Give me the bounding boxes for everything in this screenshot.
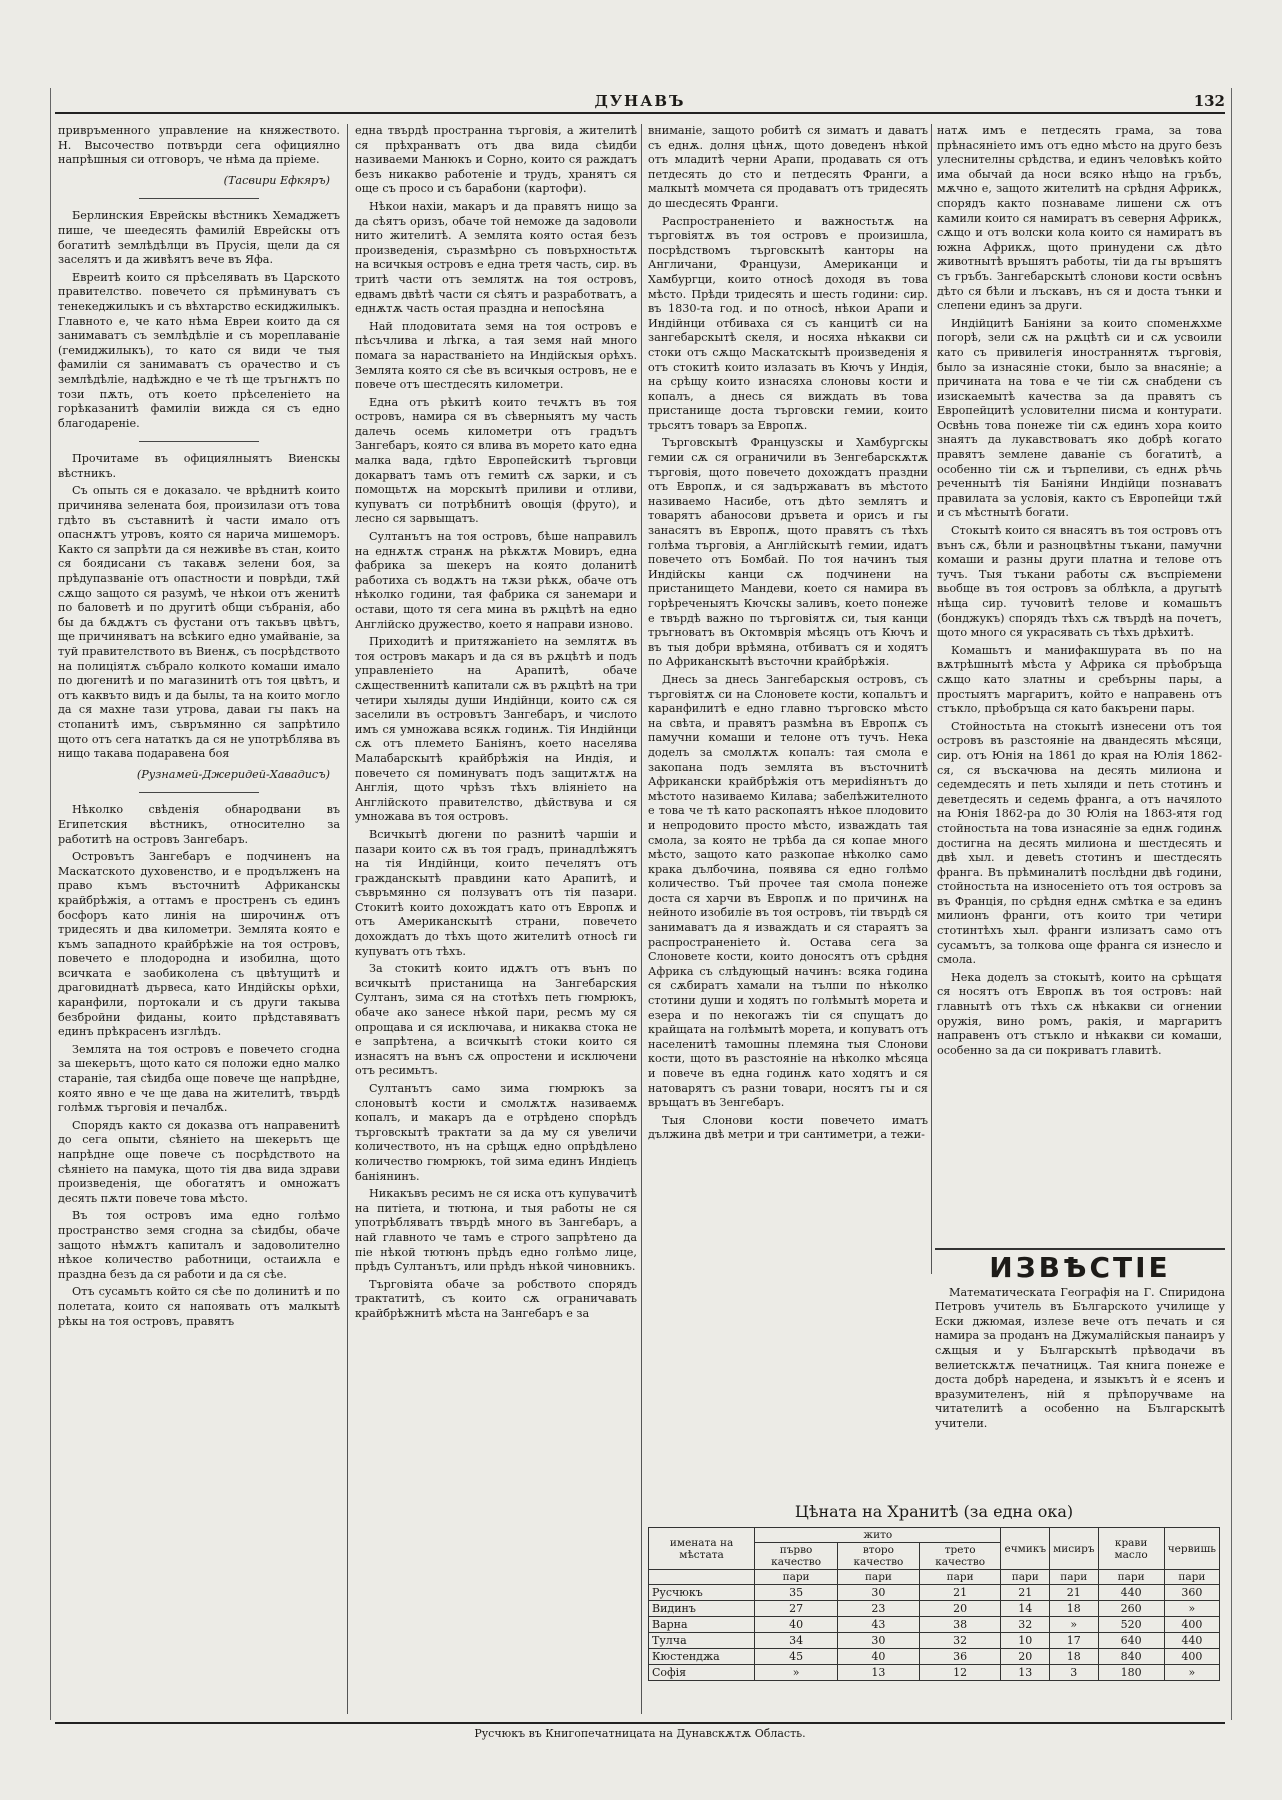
page-number: 132 <box>1193 92 1225 110</box>
cell-city: Софія <box>649 1665 755 1681</box>
header-wheat-2: второ качество <box>838 1543 920 1570</box>
paragraph: Стокытѣ които ся внасятъ въ тоя островъ отъ вънъ сѫ, бѣли и разноцвѣтны тъкани, памучни комаши и разны други платна и телове отъ тучъ. Тыя тъкани работы сѫ въспріемени вьобще въ тоя островъ за облѣкла, а другытѣ нѣща сир. тучовитѣ телове и комашьтъ (бонджукъ) спорядъ тѣхъ сѫ твърдѣ на почетъ, щото много ся украсявать съ тѣхъ дрѣхитѣ. <box>937 524 1222 640</box>
paragraph: Нѣколко свѣденія обнародвани въ Египетския вѣстникъ, относително за работитѣ на островъ Зангебаръ. <box>58 803 340 846</box>
notice-section <box>935 1251 1225 1432</box>
paragraph: Отъ сусамьтъ който ся сѣе по долинитѣ и по полетата, които ся напоявать отъ малкытѣ рѣкы на тоя островъ, правятъ <box>58 1285 340 1328</box>
cell-wine: » <box>1164 1601 1219 1617</box>
table-unit-row <box>649 1570 1220 1585</box>
paragraph: Распространеніето и важностьтѫ на търговіятѫ въ тоя островъ е произишла, посрѣдствомъ търговскытѣ канторы на Англичани, Французи, Американци и Хамбургци, които относѣ доходя въ това мѣсто. Прѣди тридесять и шесть години: сир. въ 1830-та год. и по относѣ, нѣкои Арапи и Индійнци отбиваха ся съ канцитѣ си на зангебарскытѣ скеля, и носяха нѣкакви си стоки отъ сѫщо Маскатскытѣ произведенія я отъ стокитѣ които излазать въ Кючъ у Индія, на срѣщу които изнасяха слоновы кости и копалъ, а днесь ся виждать въ това пристанище доста търговски гемии, които трьсятъ товаръ за Европѫ. <box>648 214 928 432</box>
cell-wine: 360 <box>1164 1585 1219 1601</box>
column-rule <box>641 124 642 1714</box>
cell-w1: 45 <box>755 1649 838 1665</box>
notice-rule <box>935 1248 1225 1250</box>
page-footer: Русчюкъ въ Книгопечатницата на Дунавскѫтѫ Область. <box>55 1722 1225 1740</box>
cell-w2: 30 <box>838 1633 920 1649</box>
separator <box>139 198 259 199</box>
cell-butter: 180 <box>1098 1665 1164 1681</box>
paragraph: Приходитѣ и притяжаніето на землятѫ въ тоя островъ макаръ и да ся въ рѫцѣтѣ и подъ управленіето на Арапитѣ, обаче сѫщественнитѣ капитали сѫ въ рѫцѣтѣ на три четири хыляды души Индійнци, които сѫ ся заселили въ островътъ Зангебаръ, и числото имъ ся умножава всякѫ годинѫ. Тія Индійнци сѫ отъ племето Баніянъ, което населява Малабарскытѣ крайбрѣжія на Индія, и повечето ся поминуватъ подъ защитѫтѫ на Англія, щото чрѣзъ тѣхъ вліяніето на Англійското правителство, дѣйствува и ся умножава въ тоя островъ. <box>355 635 637 824</box>
separator <box>139 441 259 442</box>
paragraph: Султанътъ само зима гюмрюкъ за слоновытѣ кости и смолѫтѫ називаемѫ копалъ, и макаръ да е отрѣдено спорѣдъ търговскытѣ трактати за да му ся увеличи количеството, нъ на срѣщѫ едно опрѣдѣлено количество гюмрюкъ, той зима единъ Индіецъ баніянинъ. <box>355 1082 637 1183</box>
paragraph: Една отъ рѣкитѣ които течѫтъ въ тоя островъ, намира ся въ сѣверныятъ му часть далечь осемь километри отъ градътъ Зангебаръ, която ся влива въ морето като една малка вада, гдѣто Европейскитѣ търговци докарватъ тамъ отъ гемитѣ сѫ зарки, и съ помощьтѫ на морскытѣ приливи и отливи, купуватъ си потрѣбнитѣ овощія (фруто), и лесно ся зарвыщатъ. <box>355 395 637 526</box>
source-signature: (Рузнамей-Джеридей-Хавадисъ) <box>136 767 330 781</box>
running-title: ДУНАВЪ <box>594 92 686 110</box>
paragraph: привръменного управление на княжеството. Н. Высочество потвърди сега официялно напрѣшныя си отговоръ, че нѣма да пріеме. <box>58 124 340 167</box>
paragraph: Землята на тоя островъ е повечето сгодна за шекерьтъ, щото като ся положи едно малко стараніе, тая сѣидба още повече ще напрѣдне, която явно е че ще дава на жителитѣ, твърдѣ голѣмѫ търговія и печалбѫ. <box>58 1042 340 1115</box>
separator <box>139 792 259 793</box>
header-wheat-3: трето качество <box>919 1543 1001 1570</box>
cell-city: Русчюкъ <box>649 1585 755 1601</box>
unit-cell: пари <box>838 1570 920 1585</box>
table-row <box>649 1649 1220 1665</box>
header-wheat-1: първо качество <box>755 1543 838 1570</box>
table-row <box>649 1601 1220 1617</box>
cell-w2: 40 <box>838 1649 920 1665</box>
cell-corn: 18 <box>1050 1649 1098 1665</box>
cell-corn: 17 <box>1050 1633 1098 1649</box>
paragraph: Търговіята обаче за робството спорядъ трактатитѣ, съ които сѫ ограничавать крайбрѣжнитѣ мѣста на Зангебаръ е за <box>355 1277 637 1320</box>
unit-cell: пари <box>1050 1570 1098 1585</box>
unit-cell: пари <box>1164 1570 1219 1585</box>
cell-corn: 21 <box>1050 1585 1098 1601</box>
cell-w1: 27 <box>755 1601 838 1617</box>
paragraph: Съ опыть ся е доказало. че врѣднитѣ които причинява зелената боя, произилази отъ това гдѣто въ съставнитѣ ѝ части имало отъ опаснѫтъ утровъ, която ся нарича мишеморъ. Както ся запрѣти да ся неживѣе въ стан, които ся боядисани съ такавѫ зелени боя, за прѣдупазваніе отъ опастности и поврѣди, тѫй сѫщо защото ся разумѣ, че нѣкои отъ женитѣ по баловетѣ и по другитѣ общи събранія, або бы да бѫдѫтъ съ фустани отъ такъвъ цвѣтъ, ще причиняватъ на всѣкиго едно умайваніе, за туй правителството въ Виенѫ, съ посрѣдството на полицiятѫ събрало колкото комаши имало по дюгенитѣ и по магазинитѣ отъ тоя цвѣтъ, и отъ каквъто видъ и да былы, та на които могло да ся махне тази утрова, даваи гы пакъ на стопанитѣ имъ, съвръмянно ся запрѣтило щото отъ сега нататкъ да ся не употрѣблява въ нищо такава подаравена боя <box>58 484 340 761</box>
column-2 <box>355 124 637 1714</box>
cell-barley: 13 <box>1001 1665 1050 1681</box>
cell-butter: 260 <box>1098 1601 1164 1617</box>
cell-w2: 13 <box>838 1665 920 1681</box>
source-signature: (Тасвири Ефкяръ) <box>223 173 330 187</box>
cell-city: Варна <box>649 1617 755 1633</box>
column-1 <box>58 124 340 1714</box>
cell-w3: 36 <box>919 1649 1001 1665</box>
cell-w3: 32 <box>919 1633 1001 1649</box>
cell-barley: 14 <box>1001 1601 1050 1617</box>
paragraph: Днесь за днесь Зангебарскыя островъ, съ търговіятѫ си на Слоновете кости, копальтъ и каранфилитѣ е едно главно търговско мѣсто на свѣта, и правятъ размѣна въ Европѫ съ памучни комаши и телоне отъ тучъ. Нека доделъ за смолѫтѫ копалъ: тая смола е закопана подъ землята въ въсточнитѣ Африкански крайбрѣжія отъ мериdiянътъ до мѣстото називаемо Килава; забелѣжителното е това че тѣ като раскопаятъ нѣкое плодовито и непродовито просто мѣсто, изваждать тая смола, за която не трѣба да ся копае много мѣсто, защото като разкопае нѣколко само крака дълбочина, появява ся едно голѣмо количество. Тъй прочее тая смола понеже доста ся харчи въ Европѫ и по причинѫ на нейното изобиліе въ тоя островъ, тіи твърдѣ ся занимаватъ да я изваждать и ся стараятъ за распространеніето ѝ. Остава сега за Слоновете кости, които доносятъ отъ срѣдня Африка съ слѣдующый начинъ: всяка година ся сѫбиратъ хамали на тълпи по нѣколко стотини души и ходятъ по голѣмытѣ морета и езера и по некогажъ тіи ся спущатъ до крайщата на голѣмытѣ морета, и копуватъ отъ населенитѣ тамошны племяна тыя Слонови кости, щото въ разстояніе на нѣколко мѣсяца и повече въ една годинѫ като ходятъ и ся натоварятъ съ разни товари, носятъ гы и ся връщатъ въ Зенгебаръ. <box>648 672 928 1110</box>
paragraph: Прочитаме въ официялныятъ Виенскы вѣстникъ. <box>58 452 340 480</box>
cell-city: Кюстенджа <box>649 1649 755 1665</box>
cell-w3: 20 <box>919 1601 1001 1617</box>
paragraph: Нека доделъ за стокытѣ, които на срѣщатя ся носятъ отъ Европѫ въ тоя островъ: най главнытѣ отъ тѣхъ сѫ нѣкакви си огнении оружія, вино ромъ, ракія, и маргаритъ направенъ отъ стъкло и нѣкакви си комаши, особенно за да си покриватъ главитѣ. <box>937 970 1222 1057</box>
cell-w1: 40 <box>755 1617 838 1633</box>
header-wheat: жито <box>755 1528 1001 1543</box>
table-row <box>649 1633 1220 1649</box>
table-row <box>649 1585 1220 1601</box>
paragraph: Индійцитѣ Баніяни за които споменѫхме погорѣ, зели сѫ на рѫцѣтѣ си и сѫ усвоили като съ привилегія иностраннятѫ търговія, было за изнасяніе стоки, было за внасяніе; а причината на това е че тіи сѫ снабдени съ изискаемытѣ качества за да правятъ съ Европейцитѣ условителни писма и контурати. Освѣнь това понеже тіи сѫ единъ хора които знаятъ да лукавствоватъ яко добрѣ когато правятъ землене даваніе съ богатитѣ, а особенно тіи сѫ и търпеливи, съ еднѫ рѣчь реченнытѣ тія Баніяни Индійци познаватъ правилата за условія, както съ Европейци тѫй и съ мѣстнытѣ богати. <box>937 316 1222 520</box>
unit-cell: пари <box>755 1570 838 1585</box>
paragraph: Нѣкои нахіи, макаръ и да правятъ нищо за да сѣятъ оризъ, обаче той неможе да задоволи нито жителитѣ. А землята която остая безъ произведенія, съразмѣрно съ повърхностьтѫ на всичкыя островъ е една третя часть, сир. въ тритѣ части отъ землятѫ на тоя островъ, едвамъ двѣтѣ части ся сѣятъ и разработватъ, а еднѫтѫ часть остая праздна и непосѣяна <box>355 199 637 316</box>
paragraph: Евреитѣ които ся прѣселявать въ Царското правителство. повечето ся прѣминуватъ съ тенекеджилыкъ и съ вѣхтарство ескиджилыкъ. Главното е, че като нѣма Евреи които да ся занимаватъ съ землѣдѣліе и съ мореплаваніе (гемиджилыкъ), то като ся види че тыя фамиліи ся занимаватъ съ орачество и съ землѣдѣліе, надѣждно е че тѣ ще тръгнѫтъ по този пѫть, отъ което прѣселеніето на горѣказанитѣ фамиліи вижда ся съ едно благодареніе. <box>58 270 340 430</box>
notice-title: ИЗВѢСТІЕ <box>989 1251 1171 1284</box>
paragraph: Стойностьта на стокытѣ изнесени отъ тоя островъ въ разстояніе на двандесять мѣсяци, сир. отъ Юнія на 1861 до края на Юлія 1862-ся, ся въскачюва на десять милиона и седемдесять и петь хыляди и петь стотинъ и деветдесять и седемь франга, а отъ начялото на Юнія 1862-ра до 30 Юлія на 1863-ятя год стойностьта на това изнасяніе за еднѫ годинѫ достигна на десять милиона и шестдесять и двѣ хыл. и девеtъ стотинъ и шестдесять франга. Въ прѣминалитѣ послѣдни двѣ години, стойностьта на износеніето отъ тоя островъ за въ Франція, по срѣдня еднѫ смѣтка е за единъ милионъ франги, отъ които три четири стотинтѣхъ хыл. франги излизатъ само отъ сусамътъ, за толкова още франга ся изнесло и смола. <box>937 719 1222 967</box>
paragraph: Берлинския Еврейскы вѣстникъ Хемаджетъ пише, че шеедесять фамилій Еврейскы отъ богатитѣ землѣдѣлци въ Прусія, щели да ся заселятъ и да живѣятъ вече въ Яфа. <box>58 209 340 267</box>
price-table-title: Цѣната на Хранитѣ (за една ока) <box>794 1502 1074 1521</box>
cell-city: Тулча <box>649 1633 755 1649</box>
cell-w2: 23 <box>838 1601 920 1617</box>
paragraph: Всичкытѣ дюгени по разнитѣ чаршіи и пазари които сѫ въ тоя градъ, принадлѣжятъ на тія Индійнци, които печелятъ отъ гражданскытѣ правдини като Арапитѣ, и съвръмянно ся ползуватъ отъ тія пазари. Стокитѣ които дохождатъ като отъ Европѫ и отъ Американскытѣ страни, повечето дохождатъ до тѣхъ щото жителитѣ относѣ ги купуватъ отъ тѣхъ. <box>355 827 637 958</box>
cell-corn: » <box>1050 1617 1098 1633</box>
unit-cell: пари <box>919 1570 1001 1585</box>
cell-w1: 35 <box>755 1585 838 1601</box>
unit-cell: пари <box>1098 1570 1164 1585</box>
header-butter: крави масло <box>1098 1528 1164 1570</box>
column-rule <box>931 124 932 1274</box>
paragraph: Спорядъ както ся доказва отъ направенитѣ до сега опыти, сѣяніето на шекерьтъ ще напрѣдне още повече съ посрѣдството на сѣяніето на памука, щото тія два вида здрави произведенія, ще обогатятъ и омножатъ десять пѫти повече това мѣсто. <box>58 1118 340 1205</box>
notice-text: Математическата Географія на Г. Спиридона Петровъ учитель въ Българското училище у Ески джюмая, излезе вече отъ печать и ся намира за проданъ на Джумалійскыя панаиръ у сѫщыя и у Българскытѣ прѣводачи въ велиетскѫтѫ печатницѫ. Тая книга понеже е доста добрѣ наредена, и языкътъ ѝ е ясенъ и вразумителенъ, ній я прѣпоручваме на читателитѣ а особенно на Българскытѣ учители. <box>935 1285 1225 1430</box>
cell-barley: 10 <box>1001 1633 1050 1649</box>
column-rule <box>347 124 348 1714</box>
cell-butter: 840 <box>1098 1649 1164 1665</box>
table-row <box>649 1665 1220 1681</box>
header-wine: червишь <box>1164 1528 1219 1570</box>
price-table <box>648 1527 1220 1681</box>
paragraph: Търговскытѣ Французскы и Хамбургскы гемии сѫ ся ограничили въ Зенгебарскѫтѫ търговія, щото повечето дохождатъ праздни отъ Европѫ, и ся задържаватъ въ мѣстото називаемо Насибе, отъ дѣто землятъ и товарятъ абаносови дръвета и орисъ и гы занасятъ въ Европѫ, щото правятъ съ тѣхъ голѣма търговія, а Англійскытѣ гемии, идатъ повечето отъ Бомбай. По тоя начинъ тыя Индійскы канци сѫ подчинени на пристанището Мандеви, което ся намира въ горѣреченыятъ Кючскы заливъ, което понеже е твърдѣ важно по търговіятѫ си, тыя канци тръгноватъ въ Октомврія мѣсяцъ отъ Кючъ и въ тыя добри врѣмяна, отбиватъ ся и ходятъ по Африканскытѣ въсточни крайбрѣжія. <box>648 436 928 669</box>
cell-corn: 18 <box>1050 1601 1098 1617</box>
cell-w3: 38 <box>919 1617 1001 1633</box>
cell-w3: 12 <box>919 1665 1001 1681</box>
cell-wine: 440 <box>1164 1633 1219 1649</box>
header-place: имената на мѣстата <box>649 1528 755 1570</box>
unit-cell <box>649 1570 755 1585</box>
table-row <box>649 1617 1220 1633</box>
header-barley: ечмикъ <box>1001 1528 1050 1570</box>
price-table-body <box>649 1585 1220 1681</box>
cell-w2: 30 <box>838 1585 920 1601</box>
cell-barley: 32 <box>1001 1617 1050 1633</box>
cell-barley: 21 <box>1001 1585 1050 1601</box>
cell-butter: 520 <box>1098 1617 1164 1633</box>
table-header-row <box>649 1528 1220 1543</box>
cell-butter: 440 <box>1098 1585 1164 1601</box>
header-corn: мисиръ <box>1050 1528 1098 1570</box>
cell-butter: 640 <box>1098 1633 1164 1649</box>
cell-w1: 34 <box>755 1633 838 1649</box>
cell-w3: 21 <box>919 1585 1001 1601</box>
paragraph: вниманіе, защото робитѣ ся зиматъ и даватъ съ еднѫ. долня цѣнѫ, щото доведенъ нѣкой отъ млaдитѣ черни Арапи, продавать ся отъ петдесять до сто и петдесять Франги, а малкытѣ момчета ся продаватъ отъ тридесять до шесдесять Франги. <box>648 124 928 210</box>
paragraph: натѫ имъ е петдесять грама, за това прѣнасяніето имъ отъ едно мѣсто на друго безъ улеснителны срѣдства, и единъ человѣкъ който има обычай да носи всяко нѣщо на гръбъ, мѫчно е, защото жителитѣ на срѣдня Африкѫ, спорядъ както познаваме лишени сѫ отъ камили които ся намиратъ въ северня Африкѫ, сѫщо и отъ волски кола които ся намиратъ въ южна Африкѫ, щото принудени сѫ дѣто животнытѣ връшятъ работы, тіи да гы връшятъ съ гръбъ. Зангебарскытѣ слонови кости освѣнъ дѣто ся бѣли и лъскавъ, нъ ся и доста тънки и слепени единъ за други. <box>937 124 1222 313</box>
paragraph: една твърдѣ пространна търговія, а жителитѣ ся прѣхранватъ отъ два вида сѣидби називаеми Манюкъ и Сорно, които ся раждатъ безъ никакво работеніе и трудъ, хранятъ ся още съ просо и съ барабони (картофи). <box>355 124 637 196</box>
paragraph: Най плодовитата земя на тоя островъ е пѣсъчлива и лѣгка, а тая земя най много помага за нарастваніето на Индійскыя орѣхъ. Землята която ся сѣе въ всичкыя островъ, не е повече отъ шестдесять километри. <box>355 319 637 392</box>
price-table-section <box>648 1502 1220 1681</box>
cell-w1: » <box>755 1665 838 1681</box>
column-3 <box>648 124 928 1484</box>
paragraph: Султанътъ на тоя островъ, бѣше направилъ на еднѫтѫ странѫ на рѣкѫтѫ Мовиръ, една фабрика за шекеръ на която доланитѣ работиха съ водѫтъ на тѫзи рѣкѫ, обаче отъ нѣколко години, тая фабрика ся занемари и остави, щото тя сега мина въ рѫцѣтѣ на едно Англійско дружество, което я направи изново. <box>355 530 637 631</box>
cell-wine: 400 <box>1164 1617 1219 1633</box>
paragraph: За стокитѣ които идѫтъ отъ вънъ по всичкытѣ пристанища на Зангебарския Султанъ, зима ся на стотѣхъ петь гюмрюкъ, обаче ако занесе нѣкой пари, ресмъ му ся опрощава и ся исключава, и никаква стока не е запрѣтена, а всичкытѣ стоки които ся изнасятъ на вънъ сѫ опростени и исключени отъ ресимьтъ. <box>355 962 637 1078</box>
page-header <box>55 92 1225 114</box>
cell-wine: » <box>1164 1665 1219 1681</box>
cell-city: Видинъ <box>649 1601 755 1617</box>
cell-w2: 43 <box>838 1617 920 1633</box>
unit-cell: пари <box>1001 1570 1050 1585</box>
paragraph: Комашьтъ и манифакшурата въ по на вѫтрѣшнытѣ мѣста у Африка ся прѣобръща сѫщо като златны и сребърны пары, а простыятъ маргаритъ, който е направень отъ стъкло, прѣобръща ся като бакърени пары. <box>937 643 1222 716</box>
cell-barley: 20 <box>1001 1649 1050 1665</box>
cell-wine: 400 <box>1164 1649 1219 1665</box>
column-4 <box>937 124 1222 1224</box>
paragraph: Никакъвъ ресимъ не ся иска отъ купувачитѣ на питіета, и тютюна, и тыя работы не ся употрѣбляватъ твърдѣ много въ Зангебаръ, а най главното че тамъ е строго запрѣтено да пie нѣкой тютюнъ прѣдъ едно голѣмо лице, прѣдъ Султанътъ, или прѣдъ нѣкой чиновникъ. <box>355 1187 637 1274</box>
paragraph: Тыя Слонови кости повечето иматъ дължина двѣ метри и три сантиметри, а тежи- <box>648 1113 928 1142</box>
cell-corn: 3 <box>1050 1665 1098 1681</box>
paragraph: Островътъ Зангебаръ е подчиненъ на Маскатското духовенство, и е продълженъ на право къмъ въсточнитѣ Африканскы крайбрѣжія, а оттамъ е простренъ съ единъ босфоръ като линія на широчинѫ отъ тридесять и два километри. Землята която е къмъ западното крайбрѣжіе на тоя островъ, повечето е плодородна и изобилна, щото всичката е заобиколена съ цвѣтущитѣ и драговиднатѣ дървеса, като Индійскы орѣхи, каранфили, портокали и съ други такыва безбройни фиданы, които прѣдставяватъ единъ прѣкрасенъ изглѣдъ. <box>58 850 340 1039</box>
paragraph: Въ тоя островъ има едно голѣмо пространство земя сгодна за сѣидбы, обаче защото нѣмѫтъ капиталъ и задоволително нѣкое количество работници, остаиѫла е праздна безъ да ся работи и да ся сѣе. <box>58 1209 340 1281</box>
